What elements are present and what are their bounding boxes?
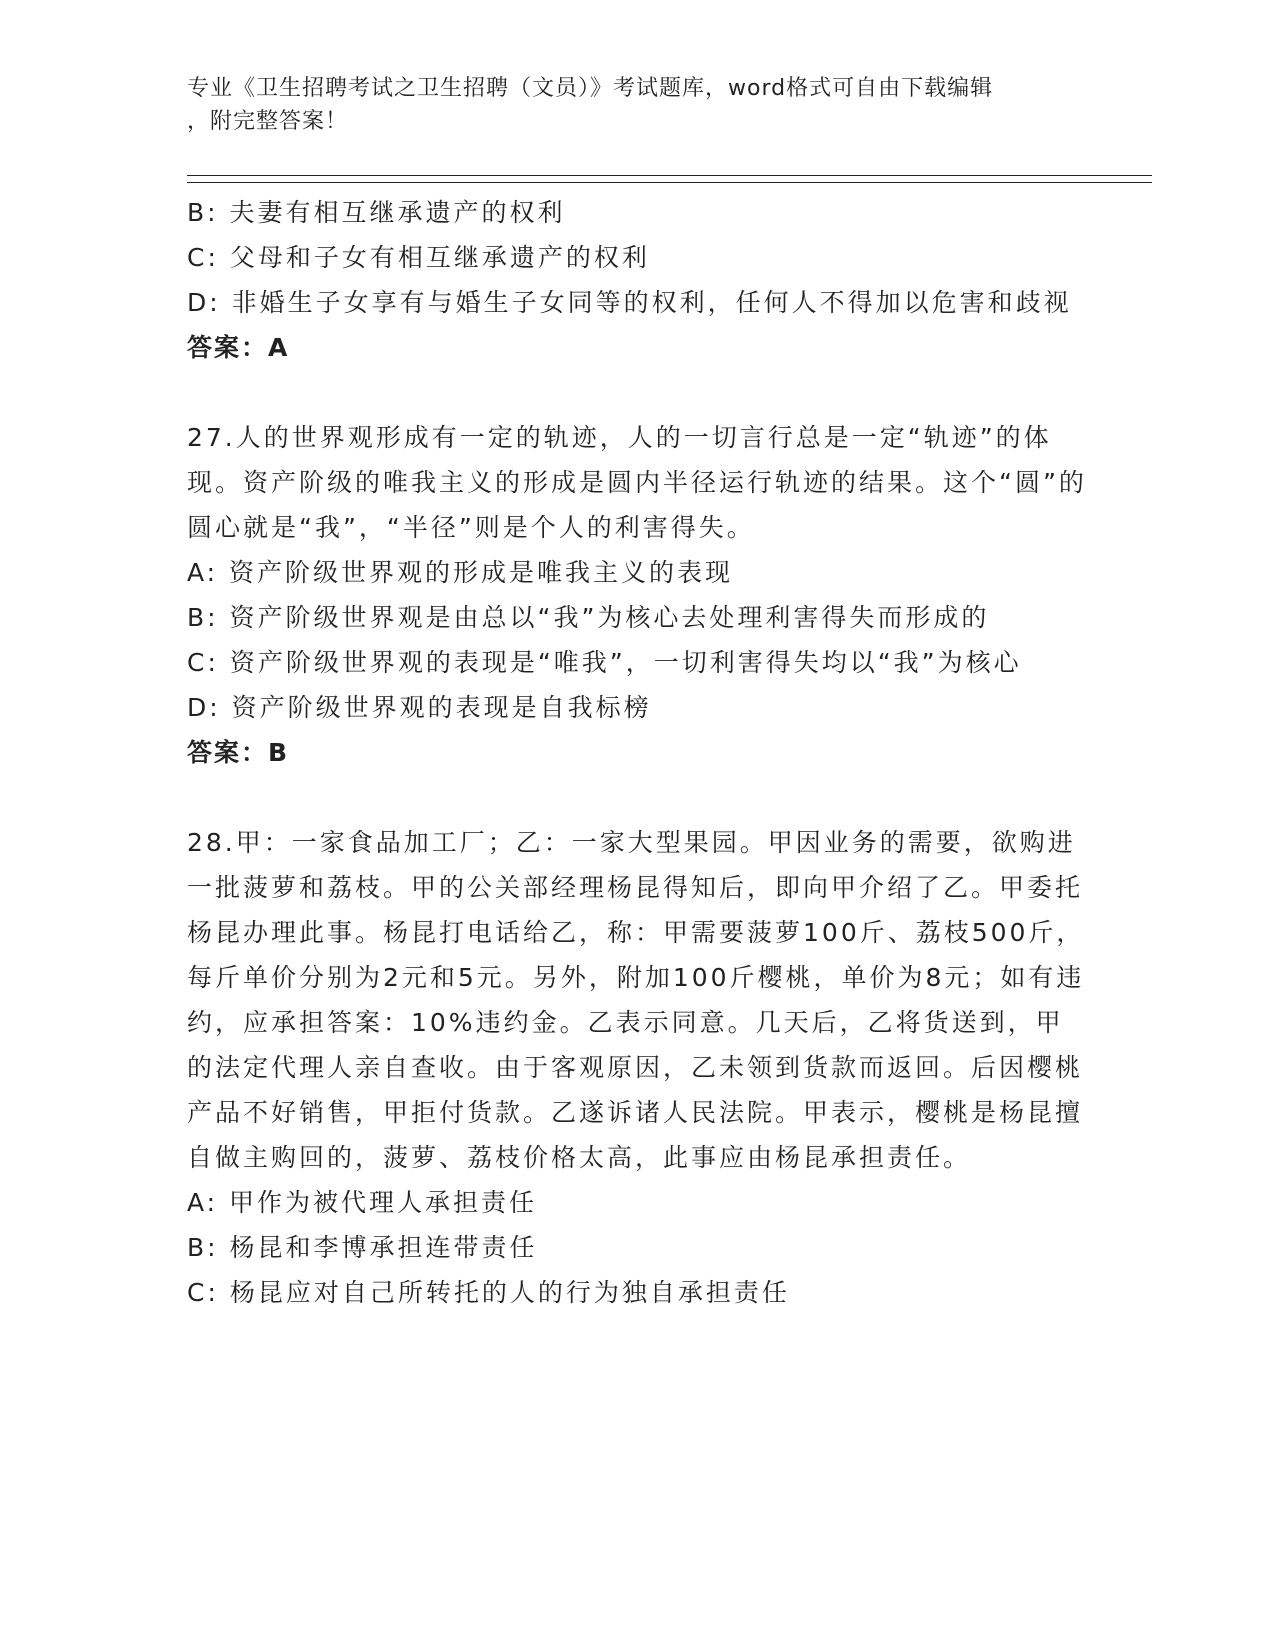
header-line-1: 专业《卫生招聘考试之卫生招聘（文员）》考试题库，word格式可自由下载编辑 — [187, 76, 994, 101]
spacer — [187, 775, 1087, 820]
header-line-2: ，附完整答案！ — [187, 109, 349, 134]
option-a: A: 甲作为被代理人承担责任 — [187, 1188, 538, 1217]
header-divider-bottom — [187, 182, 1152, 183]
option-d: D: 资产阶级世界观的表现是自我标榜 — [187, 693, 652, 722]
header-divider-top — [187, 175, 1152, 176]
question-28 — [187, 820, 1087, 1315]
option-b: B: 杨昆和李博承担连带责任 — [187, 1233, 538, 1262]
answer-line: 答案：B — [187, 738, 290, 767]
option-c: C: 父母和子女有相互继承遗产的权利 — [187, 243, 650, 272]
option-c: C: 杨昆应对自己所转托的人的行为独自承担责任 — [187, 1278, 790, 1307]
answer-line: 答案：A — [187, 333, 290, 362]
question-stem: 27.人的世界观形成有一定的轨迹，人的一切言行总是一定“轨迹”的体现。资产阶级的唯我主义的形成是圆内半径运行轨迹的结果。这个“圆”的圆心就是“我”，“半径”则是个人的利害得失。 — [187, 423, 1087, 542]
question-content — [187, 190, 1087, 1315]
spacer — [187, 370, 1087, 415]
option-b: B: 夫妻有相互继承遗产的权利 — [187, 198, 566, 227]
previous-question — [187, 190, 1087, 370]
question-27 — [187, 415, 1087, 775]
document-header — [187, 72, 1087, 138]
option-b: B: 资产阶级世界观是由总以“我”为核心去处理利害得失而形成的 — [187, 603, 990, 632]
option-d: D: 非婚生子女享有与婚生子女同等的权利，任何人不得加以危害和歧视 — [187, 288, 1072, 317]
option-c: C: 资产阶级世界观的表现是“唯我”，一切利害得失均以“我”为核心 — [187, 648, 1022, 677]
option-a: A: 资产阶级世界观的形成是唯我主义的表现 — [187, 558, 734, 587]
question-stem: 28.甲：一家食品加工厂；乙：一家大型果园。甲因业务的需要，欲购进一批菠萝和荔枝。甲的公关部经理杨昆得知后，即向甲介绍了乙。甲委托杨昆办理此事。杨昆打电话给乙，称：甲需要菠萝100斤、荔枝500斤，每斤单价分别为2元和5元。另外，附加100斤樱桃，单价为8元；如有违约，应承担答案：10%违约金。乙表示同意。几天后，乙将货送到，甲的法定代理人亲自查收。由于客观原因，乙未领到货款而返回。后因樱桃产品不好销售，甲拒付货款。乙遂诉诸人民法院。甲表示，樱桃是杨昆擅自做主购回的，菠萝、荔枝价格太高，此事应由杨昆承担责任。 — [187, 828, 1085, 1172]
